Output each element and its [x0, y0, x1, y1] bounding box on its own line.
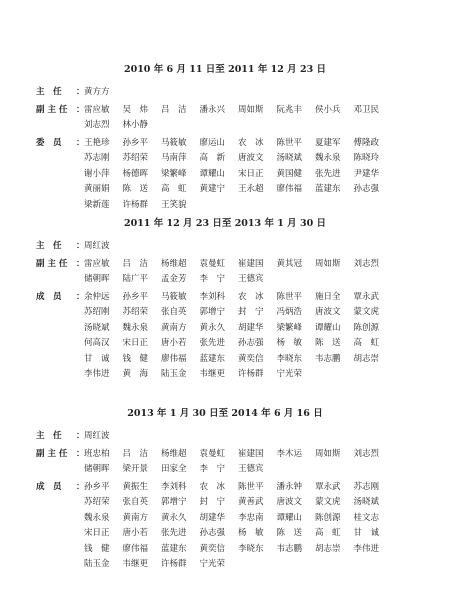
member-name: 崔建国	[238, 448, 264, 459]
member-name: 黄南方	[122, 512, 149, 523]
member-name: 孙乡平	[84, 481, 110, 492]
member-name: 高 新	[199, 153, 226, 163]
member-name: 韦志鹏	[315, 353, 341, 364]
member-name: 谭耀山	[199, 168, 226, 179]
member-name: 谭耀山	[276, 512, 303, 523]
member-name: 宋日正	[84, 528, 110, 538]
role-label	[36, 258, 85, 270]
member-name: 梁开景	[122, 464, 149, 474]
member-name: 唐小若	[122, 528, 149, 538]
member-name: 廖运山	[199, 137, 226, 148]
role-colon: ：	[76, 448, 85, 459]
member-name: 高 虹	[353, 338, 380, 348]
member-name: 苏志刚	[84, 153, 110, 163]
member-name: 钱 健	[84, 543, 110, 554]
role-colon: ：	[76, 258, 85, 269]
member-name: 张先进	[315, 168, 341, 179]
member-name: 陈创源	[353, 322, 380, 333]
role-label	[36, 481, 85, 493]
member-name: 何高汉	[84, 338, 110, 348]
member-name: 蒙文虎	[353, 307, 380, 317]
member-name: 侯小兵	[315, 104, 341, 115]
member-name: 胡志崇	[353, 353, 380, 364]
member-name: 苏志刚	[353, 481, 380, 492]
member-name: 张自英	[161, 307, 187, 317]
member-name: 宋日正	[122, 338, 149, 348]
member-name: 陈 送	[276, 528, 303, 538]
member-name: 高 虹	[161, 184, 187, 194]
member-name: 农 冰	[238, 291, 264, 302]
member-name: 李晓东	[276, 353, 303, 364]
member-name: 蓝建东	[315, 184, 341, 194]
member-name: 宁光荣	[199, 559, 226, 569]
member-name: 韦志鹏	[276, 543, 303, 554]
member-name: 吕 洁	[161, 104, 187, 115]
member-name: 覃永武	[315, 481, 341, 492]
member-name: 陆广平	[122, 274, 149, 284]
role-label	[36, 291, 85, 303]
member-name: 潘永兴	[199, 104, 226, 115]
role-label	[36, 86, 85, 98]
member-name: 黄善武	[238, 497, 264, 507]
member-name: 陈世平	[276, 291, 303, 302]
member-name: 梁新莲	[84, 199, 110, 210]
member-name: 杨 敏	[276, 338, 303, 348]
member-name: 苏绍刚	[84, 307, 110, 317]
member-name: 孙乡平	[122, 137, 149, 148]
member-name: 马筱敏	[161, 137, 187, 148]
member-name: 杨 敏	[238, 528, 264, 538]
member-name: 宋日正	[238, 168, 264, 179]
role-label	[36, 430, 85, 442]
role-text: 成 员	[36, 481, 62, 492]
member-name: 吴 炜	[122, 104, 149, 115]
member-name: 苏绍荣	[122, 307, 149, 317]
member-name: 张自英	[122, 497, 149, 507]
member-name: 傅隆政	[353, 137, 380, 148]
member-name: 覃永武	[353, 291, 380, 302]
member-name: 陆玉金	[161, 369, 187, 379]
member-name: 张先进	[199, 338, 226, 348]
member-name: 魏永泉	[315, 153, 341, 163]
member-name: 储朝晖	[84, 464, 110, 474]
member-name: 蓝建东	[199, 353, 226, 364]
member-name: 周如斯	[315, 448, 341, 459]
role-colon: ：	[76, 241, 85, 251]
member-name: 孟金芳	[161, 274, 187, 284]
member-name: 雷应敏	[84, 104, 110, 115]
member-name: 刘志烈	[353, 258, 380, 269]
section-title: 2011 年 12 月 23 日至 2013 年 1 月 30 日	[123, 218, 327, 229]
member-name: 黄方方	[84, 87, 110, 97]
member-name: 袁曼虹	[199, 258, 226, 269]
member-name: 胡志崇	[315, 543, 341, 554]
member-name: 邓卫民	[353, 104, 380, 115]
member-name: 李刘科	[161, 481, 187, 492]
member-name: 唐小若	[161, 338, 187, 348]
member-name: 苏绍荣	[122, 153, 149, 163]
member-name: 雷应敏	[84, 258, 110, 269]
role-text: 主 任	[36, 87, 62, 97]
member-name: 李忠南	[238, 512, 264, 523]
member-name: 魏永泉	[122, 322, 149, 333]
member-name: 黄南方	[161, 322, 187, 333]
member-name: 黄其冠	[276, 258, 303, 269]
member-name: 杨维超	[161, 258, 187, 269]
member-name: 周如斯	[315, 258, 341, 269]
member-name: 封 宁	[238, 307, 264, 317]
role-colon: ：	[76, 291, 85, 302]
member-name: 孙乡平	[122, 291, 149, 302]
member-name: 施日全	[315, 291, 341, 302]
member-name: 班忠柏	[84, 448, 110, 459]
member-name: 刘志烈	[84, 120, 110, 130]
member-name: 陈创源	[315, 512, 341, 523]
role-text: 主 任	[36, 241, 62, 251]
section-title: 2013 年 1 月 30 日至 2014 年 6 月 16 日	[127, 408, 323, 419]
member-name: 钱 健	[122, 353, 149, 364]
member-name: 封 宁	[199, 497, 226, 507]
member-name: 李伟进	[84, 369, 110, 379]
member-name: 冯炳浩	[276, 307, 303, 317]
member-name: 潘永钟	[276, 481, 303, 492]
member-name: 胡建华	[238, 322, 264, 333]
member-name: 桂文志	[353, 512, 380, 523]
member-name: 黄丽娟	[84, 184, 110, 194]
member-name: 甘 诚	[84, 353, 110, 364]
member-name: 韦继更	[199, 369, 226, 379]
member-name: 甘 诚	[353, 528, 380, 538]
role-label	[36, 137, 85, 149]
member-name: 唐波文	[238, 153, 264, 163]
role-colon: ：	[76, 87, 85, 97]
member-name: 周如斯	[238, 104, 264, 115]
member-name: 陆玉金	[84, 559, 110, 569]
member-name: 王笑貌	[161, 199, 187, 210]
member-name: 黄国健	[276, 168, 303, 179]
member-name: 宁光荣	[276, 369, 303, 379]
role-text: 成 员	[36, 291, 62, 302]
member-name: 黄振生	[122, 481, 149, 492]
member-name: 吕 洁	[122, 448, 149, 459]
section-title: 2010 年 6 月 11 日至 2011 年 12 月 23 日	[123, 64, 327, 75]
role-colon: ：	[76, 431, 85, 441]
member-name: 袁曼虹	[199, 448, 226, 459]
member-name: 梁繁峰	[161, 168, 187, 179]
member-name: 黄奕信	[238, 353, 264, 364]
member-name: 孙志强	[238, 338, 264, 348]
member-name: 廖伟福	[161, 353, 187, 364]
role-label	[36, 240, 85, 252]
member-name: 储朝晖	[84, 274, 110, 284]
member-name: 谭耀山	[315, 322, 341, 333]
member-name: 李刘科	[199, 291, 226, 302]
role-colon: ：	[76, 104, 85, 115]
role-label	[36, 448, 85, 460]
member-name: 吕 洁	[122, 258, 149, 269]
role-text: 副 主 任	[36, 258, 68, 269]
member-name: 农 冰	[199, 481, 226, 492]
member-name: 李 宁	[199, 464, 226, 474]
member-name: 李晓东	[238, 543, 264, 554]
member-name: 黄永久	[199, 322, 226, 333]
member-name: 韦继更	[122, 559, 149, 569]
member-name: 周红波	[84, 431, 110, 441]
role-colon: ：	[76, 137, 85, 148]
member-name: 黄永久	[161, 512, 187, 523]
member-name: 田家全	[161, 464, 187, 474]
member-name: 林小静	[122, 120, 149, 130]
member-name: 李木运	[276, 448, 303, 459]
member-name: 孙志强	[199, 528, 226, 538]
member-name: 崔建国	[238, 258, 264, 269]
member-name: 唐波文	[315, 307, 341, 317]
member-name: 汤晓斌	[353, 497, 380, 507]
member-name: 许杨群	[161, 559, 187, 569]
member-name: 杨维超	[161, 448, 187, 459]
member-name: 李伟进	[353, 543, 380, 554]
member-name: 王艳珍	[84, 137, 110, 148]
member-name: 郭增宁	[161, 497, 187, 507]
member-name: 周红波	[84, 241, 110, 251]
member-name: 许杨群	[122, 199, 149, 210]
member-name: 陈 送	[122, 184, 149, 194]
member-name: 郭增宁	[199, 307, 226, 317]
member-name: 农 冰	[238, 137, 264, 148]
member-name: 蓝建东	[161, 543, 187, 554]
member-name: 许杨群	[238, 369, 264, 379]
member-name: 尹建华	[353, 168, 380, 179]
member-name: 余仲远	[84, 291, 110, 302]
member-name: 梁繁峰	[276, 322, 303, 333]
member-name: 廖伟福	[276, 184, 303, 194]
role-text: 副 主 任	[36, 104, 68, 115]
member-name: 李 宁	[199, 274, 226, 284]
member-name: 陈世平	[238, 481, 264, 492]
member-name: 廖伟福	[122, 543, 149, 554]
member-name: 王德宾	[238, 464, 264, 474]
member-name: 陈晓玲	[353, 153, 380, 163]
member-name: 张先进	[161, 528, 187, 538]
member-name: 胡建华	[199, 512, 226, 523]
member-name: 王德宾	[238, 274, 264, 284]
member-name: 黄 海	[122, 369, 149, 379]
member-name: 蒙文虎	[315, 497, 341, 507]
member-name: 马筱敏	[161, 291, 187, 302]
member-name: 陈 送	[315, 338, 341, 348]
member-name: 陈世平	[276, 137, 303, 148]
member-name: 杨德晖	[122, 168, 149, 179]
member-name: 黄建宁	[199, 184, 226, 194]
member-name: 刘志烈	[353, 448, 380, 459]
member-name: 唐波文	[276, 497, 303, 507]
member-name: 夏建军	[315, 137, 341, 148]
role-text: 副 主 任	[36, 448, 68, 459]
member-name: 汤晓斌	[276, 153, 303, 163]
member-name: 苏绍荣	[84, 497, 110, 507]
role-label	[36, 104, 85, 116]
role-colon: ：	[76, 481, 85, 492]
member-name: 高 虹	[315, 528, 341, 538]
member-name: 魏永泉	[84, 512, 110, 523]
member-name: 马南萍	[161, 153, 187, 163]
role-text: 主 任	[36, 431, 62, 441]
member-name: 孙志强	[353, 184, 380, 194]
member-name: 阮兆丰	[276, 104, 303, 115]
member-name: 汤晓斌	[84, 322, 110, 333]
role-text: 委 员	[36, 137, 62, 148]
member-name: 谢小萍	[84, 168, 110, 179]
member-name: 黄奕信	[199, 543, 226, 554]
member-name: 王永超	[238, 184, 264, 194]
